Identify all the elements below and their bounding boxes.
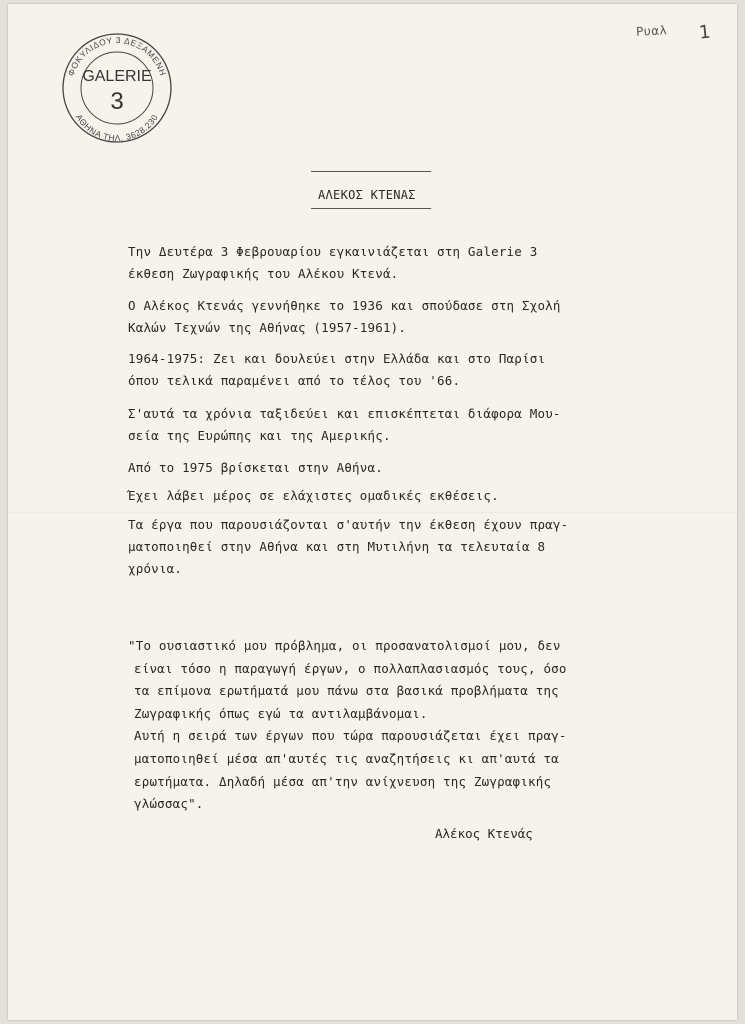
title-rule-top bbox=[311, 171, 431, 172]
stamp-address-text: ΦΟΚΥΛΙΔΟΥ 3 ΔΕΞΑΜΕΝΗ bbox=[65, 34, 169, 78]
paragraph-line: Έχει λάβει μέρος σε ελάχιστες ομαδικές εκθέσεις. bbox=[128, 488, 499, 503]
quote-line: "Το ουσιαστικό μου πρόβλημα, οι προσανατολισμοί μου, δεν bbox=[128, 638, 561, 653]
paragraph-line: ματοποιηθεί στην Αθήνα και στη Μυτιλήνη τα τελευταία 8 bbox=[128, 539, 546, 554]
page-title: ΑΛΕΚΟΣ ΚΤΕΝΑΣ bbox=[318, 188, 416, 202]
paragraph-line: όπου τελικά παραμένει από το τέλος του '66. bbox=[128, 373, 461, 388]
paragraph-line: σεία της Ευρώπης και της Αμερικής. bbox=[128, 428, 391, 443]
stamp-name: GALERIE bbox=[82, 68, 152, 85]
paragraph-line: 1964-1975: Ζει και δουλεύει στην Ελλάδα και στο Παρίσι bbox=[128, 351, 546, 366]
svg-text:ΑΘΗΝΑ ΤΗΛ. 3628.230 bbox=[74, 112, 160, 143]
stamp-number: 3 bbox=[110, 88, 124, 115]
quote-line: τα επίμονα ερωτήματά μου πάνω στα βασικά προβλήματα της bbox=[134, 683, 559, 698]
stamp-phone-text: ΑΘΗΝΑ ΤΗΛ. 3628.230 bbox=[73, 112, 161, 144]
document-page bbox=[8, 4, 737, 1020]
quote-line: είναι τόσο η παραγωγή έργων, ο πολλαπλασιασμός τους, όσο bbox=[134, 661, 567, 676]
galerie-3-stamp bbox=[54, 32, 180, 144]
handwritten-note: Ρυαλ bbox=[635, 23, 668, 39]
quote-line: Ζωγραφικής όπως εγώ τα αντιλαμβάνομαι. bbox=[134, 706, 428, 721]
page-number: 1 bbox=[697, 21, 712, 44]
paragraph-line: Ο Αλέκος Κτενάς γεννήθηκε το 1936 και σπούδασε στη Σχολή bbox=[128, 298, 561, 313]
paragraph-line: Καλών Τεχνών της Αθήνας (1957-1961). bbox=[128, 320, 407, 335]
paragraph-line: έκθεση Ζωγραφικής του Αλέκου Κτενά. bbox=[128, 266, 399, 281]
paragraph-line: Σ'αυτά τα χρόνια ταξιδεύει και επισκέπτεται διάφορα Μου- bbox=[128, 406, 561, 421]
paragraph-line: Τα έργα που παρουσιάζονται σ'αυτήν την έκθεση έχουν πραγ- bbox=[128, 517, 569, 532]
paragraph-line: Την Δευτέρα 3 Φεβρουαρίου εγκαινιάζεται στη Galerie 3 bbox=[128, 244, 538, 259]
paragraph-line: Από το 1975 βρίσκεται στην Αθήνα. bbox=[128, 460, 383, 475]
paragraph-line: χρόνια. bbox=[128, 561, 183, 576]
fold-crease bbox=[8, 512, 737, 514]
quote-line: Αυτή η σειρά των έργων που τώρα παρουσιάζεται έχει πραγ- bbox=[134, 728, 567, 743]
signature: Αλέκος Κτενάς bbox=[435, 826, 533, 841]
title-rule-bottom bbox=[311, 208, 431, 209]
quote-line: ερωτήματα. Δηλαδή μέσα απ'την ανίχνευση της Ζωγραφικής bbox=[134, 774, 552, 789]
quote-line: ματοποιηθεί μέσα απ'αυτές τις αναζητήσεις κι απ'αυτά τα bbox=[134, 751, 559, 766]
quote-line: γλώσσας". bbox=[134, 796, 204, 811]
